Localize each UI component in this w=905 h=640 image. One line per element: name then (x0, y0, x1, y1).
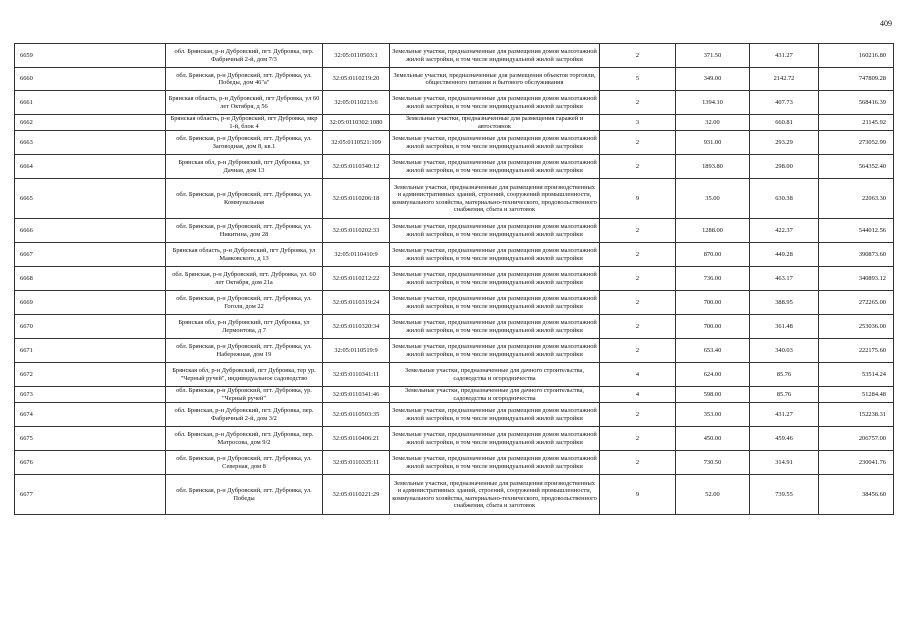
area-cell: 624.00 (676, 363, 750, 387)
row-number: 6662 (15, 115, 166, 131)
use-group-cell: 2 (600, 155, 676, 179)
area-cell: 1394.10 (676, 91, 750, 115)
area-cell: 730.50 (676, 451, 750, 475)
specific-value-cell: 422.37 (750, 219, 819, 243)
land-use-cell: Земельные участки, предназначенные для размещения гаражей и автостоянок (390, 115, 600, 131)
specific-value-cell: 449.28 (750, 243, 819, 267)
table-body (15, 44, 894, 515)
table-row (15, 68, 894, 91)
cadastral-value-cell: 160216.80 (819, 44, 894, 68)
land-use-cell: Земельные участки, предназначенные для размещения производственных и административных зданий, строений, сооружений промышленности, коммунального хозяйства, материально-технического, продовольственного снабжения, сбыта и заготовок (390, 179, 600, 219)
address-cell: Брянская обл, р-н Дубровский, пгт Дубровка, ул Дачная, дом 13 (166, 155, 323, 179)
row-number: 6675 (15, 427, 166, 451)
use-group-cell: 2 (600, 267, 676, 291)
specific-value-cell: 407.73 (750, 91, 819, 115)
address-cell: обл. Брянская, р-н Дубровский, пгт. Дубровка, пер. Матросова, дом 9/2 (166, 427, 323, 451)
use-group-cell: 2 (600, 91, 676, 115)
specific-value-cell: 2142.72 (750, 68, 819, 91)
row-number: 6674 (15, 403, 166, 427)
cadastral-number-cell: 32:05:0110335:11 (323, 451, 390, 475)
area-cell: 450.00 (676, 427, 750, 451)
row-number: 6676 (15, 451, 166, 475)
use-group-cell: 9 (600, 475, 676, 515)
use-group-cell: 2 (600, 403, 676, 427)
row-number: 6673 (15, 387, 166, 403)
specific-value-cell: 340.03 (750, 339, 819, 363)
cadastral-value-cell: 272265.00 (819, 291, 894, 315)
row-number: 6669 (15, 291, 166, 315)
specific-value-cell: 459.46 (750, 427, 819, 451)
row-number: 6667 (15, 243, 166, 267)
land-use-cell: Земельные участки, предназначенные для размещения домов малоэтажной жилой застройки, в том числе индивидуальной жилой застройки (390, 427, 600, 451)
specific-value-cell: 314.91 (750, 451, 819, 475)
use-group-cell: 2 (600, 339, 676, 363)
cadastral-value-cell: 568416.39 (819, 91, 894, 115)
table-row (15, 339, 894, 363)
use-group-cell: 2 (600, 131, 676, 155)
table-row (15, 219, 894, 243)
cadastral-number-cell: 32:05:0110521:109 (323, 131, 390, 155)
specific-value-cell: 298.00 (750, 155, 819, 179)
cadastral-value-cell: 21145.92 (819, 115, 894, 131)
table-row (15, 44, 894, 68)
address-cell: обл. Брянская, р-н Дубровский, пгт. Дубровка, ур. "Черный ручей" (166, 387, 323, 403)
cadastral-number-cell: 32:05:0110202:33 (323, 219, 390, 243)
cadastral-value-cell: 273052.99 (819, 131, 894, 155)
land-use-cell: Земельные участки, предназначенные для дачного строительства, садоводства и огородничества (390, 387, 600, 403)
row-number: 6670 (15, 315, 166, 339)
specific-value-cell: 431.27 (750, 403, 819, 427)
specific-value-cell: 85.76 (750, 363, 819, 387)
cadastral-value-cell: 206757.00 (819, 427, 894, 451)
table-row (15, 451, 894, 475)
address-cell: обл. Брянская, р-н Дубровский, пгт. Дубровка, ул. Заговодная, дом 8, кв.1 (166, 131, 323, 155)
table-row (15, 91, 894, 115)
cadastral-number-cell: 32:05:0110219:20 (323, 68, 390, 91)
use-group-cell: 3 (600, 115, 676, 131)
cadastral-value-cell: 544012.56 (819, 219, 894, 243)
specific-value-cell: 630.38 (750, 179, 819, 219)
address-cell: Брянская область, р-н Дубровский, пгт Дубровка, ул Маяковского, д 13 (166, 243, 323, 267)
cadastral-value-cell: 747809.28 (819, 68, 894, 91)
cadastral-number-cell: 32:05:0110503:35 (323, 403, 390, 427)
address-cell: обл. Брянская, р-н Дубровский, пгт. Дубровка, ул. Никитина, дом 28 (166, 219, 323, 243)
cadastral-value-cell: 564352.40 (819, 155, 894, 179)
land-use-cell: Земельные участки, предназначенные для размещения производственных и административных зданий, строений, сооружений промышленности, коммунального хозяйства, материально-технического, продовольственного снабжения, сбыта и заготовок (390, 475, 600, 515)
land-use-cell: Земельные участки, предназначенные для размещения домов малоэтажной жилой застройки, в том числе индивидуальной жилой застройки (390, 451, 600, 475)
address-cell: обл. Брянская, р-н Дубровский, пгт. Дубровка, ул. Победы (166, 475, 323, 515)
land-use-cell: Земельные участки, предназначенные для размещения домов малоэтажной жилой застройки, в том числе индивидуальной жилой застройки (390, 403, 600, 427)
cadastral-value-cell: 340893.12 (819, 267, 894, 291)
cadastral-number-cell: 32:05:0110410:9 (323, 243, 390, 267)
address-cell: обл. Брянская, р-н Дубровский, пгт. Дубровка, ул. Победы, дом 46"а" (166, 68, 323, 91)
address-cell: обл. Брянская, р-н Дубровский, пгт. Дубровка, ул. 60 лет Октября, дом 21а (166, 267, 323, 291)
row-number: 6672 (15, 363, 166, 387)
address-cell: Брянская область, р-н Дубровский, пгт Дубровка, мкр 1-й, блок 4 (166, 115, 323, 131)
row-number: 6666 (15, 219, 166, 243)
specific-value-cell: 431.27 (750, 44, 819, 68)
cadastral-value-cell: 222175.60 (819, 339, 894, 363)
cadastral-value-cell: 253036.00 (819, 315, 894, 339)
table-row (15, 403, 894, 427)
address-cell: обл. Брянская, р-н Дубровский, пгт. Дубровка, ул. Набережная, дом 19 (166, 339, 323, 363)
cadastral-value-cell: 390873.60 (819, 243, 894, 267)
address-cell: Брянская обл, р-н Дубровский, пгт Дубровка, ул Лермонтова, д 7 (166, 315, 323, 339)
cadastral-number-cell: 32:05:0110302:1080 (323, 115, 390, 131)
row-number: 6663 (15, 131, 166, 155)
row-number: 6660 (15, 68, 166, 91)
row-number: 6671 (15, 339, 166, 363)
area-cell: 1893.80 (676, 155, 750, 179)
land-use-cell: Земельные участки, предназначенные для размещения домов малоэтажной жилой застройки, в том числе индивидуальной жилой застройки (390, 267, 600, 291)
land-use-cell: Земельные участки, предназначенные для размещения домов малоэтажной жилой застройки, в том числе индивидуальной жилой застройки (390, 91, 600, 115)
address-cell: обл. Брянская, р-н Дубровский, пгт. Дубровка, ул. Северная, дом 8 (166, 451, 323, 475)
cadastral-number-cell: 32:05:0110503:1 (323, 44, 390, 68)
table-row (15, 131, 894, 155)
cadastral-number-cell: 32:05:0110341:46 (323, 387, 390, 403)
cadastral-value-cell: 22063.30 (819, 179, 894, 219)
cadastral-number-cell: 32:05:0110221:29 (323, 475, 390, 515)
specific-value-cell: 660.81 (750, 115, 819, 131)
area-cell: 35.00 (676, 179, 750, 219)
land-use-cell: Земельные участки, предназначенные для размещения домов малоэтажной жилой застройки, в том числе индивидуальной жилой застройки (390, 315, 600, 339)
land-use-cell: Земельные участки, предназначенные для размещения домов малоэтажной жилой застройки, в том числе индивидуальной жилой застройки (390, 339, 600, 363)
area-cell: 349.00 (676, 68, 750, 91)
table-row (15, 315, 894, 339)
row-number: 6665 (15, 179, 166, 219)
address-cell: обл. Брянская, р-н Дубровский, пгт. Дубровка, ул. Гоголя, дом 22 (166, 291, 323, 315)
cadastral-value-cell: 38456.60 (819, 475, 894, 515)
area-cell: 700.00 (676, 291, 750, 315)
cadastral-number-cell: 32:05:0110341:11 (323, 363, 390, 387)
area-cell: 1288.00 (676, 219, 750, 243)
row-number: 6668 (15, 267, 166, 291)
table-row (15, 363, 894, 387)
row-number: 6677 (15, 475, 166, 515)
specific-value-cell: 85.76 (750, 387, 819, 403)
address-cell: Брянская область, р-н Дубровский, пгт Дубровка, ул 60 лет Октября, д 56 (166, 91, 323, 115)
table-row (15, 387, 894, 403)
address-cell: обл. Брянская, р-н Дубровский, пгт. Дубровка, пер. Фабричный 2-й, дом 7/3 (166, 44, 323, 68)
land-use-cell: Земельные участки, предназначенные для размещения объектов торговли, общественного питания и бытового обслуживания (390, 68, 600, 91)
use-group-cell: 2 (600, 243, 676, 267)
area-cell: 931.00 (676, 131, 750, 155)
cadastral-number-cell: 32:05:0110320:34 (323, 315, 390, 339)
land-use-cell: Земельные участки, предназначенные для дачного строительства, садоводства и огородничества (390, 363, 600, 387)
cadastral-number-cell: 32:05:0110519:9 (323, 339, 390, 363)
area-cell: 353.00 (676, 403, 750, 427)
table-row (15, 243, 894, 267)
table-row (15, 179, 894, 219)
specific-value-cell: 293.29 (750, 131, 819, 155)
land-use-cell: Земельные участки, предназначенные для размещения домов малоэтажной жилой застройки, в том числе индивидуальной жилой застройки (390, 44, 600, 68)
area-cell: 870.00 (676, 243, 750, 267)
area-cell: 653.40 (676, 339, 750, 363)
cadastral-value-cell: 53514.24 (819, 363, 894, 387)
page-number: 409 (880, 19, 892, 28)
cadastral-number-cell: 32:05:0110319:24 (323, 291, 390, 315)
table-row (15, 291, 894, 315)
use-group-cell: 2 (600, 291, 676, 315)
cadastral-number-cell: 32:05:0110340:12 (323, 155, 390, 179)
row-number: 6664 (15, 155, 166, 179)
use-group-cell: 2 (600, 219, 676, 243)
use-group-cell: 4 (600, 387, 676, 403)
cadastral-number-cell: 32:05:0110212:22 (323, 267, 390, 291)
table-row (15, 475, 894, 515)
use-group-cell: 9 (600, 179, 676, 219)
area-cell: 598.00 (676, 387, 750, 403)
area-cell: 371.50 (676, 44, 750, 68)
table-row (15, 267, 894, 291)
cadastral-number-cell: 32:05:0110406:21 (323, 427, 390, 451)
address-cell: обл. Брянская, р-н Дубровский, пгт. Дубровка, ул. Коммунальная (166, 179, 323, 219)
land-use-cell: Земельные участки, предназначенные для размещения домов малоэтажной жилой застройки, в том числе индивидуальной жилой застройки (390, 219, 600, 243)
land-use-cell: Земельные участки, предназначенные для размещения домов малоэтажной жилой застройки, в том числе индивидуальной жилой застройки (390, 155, 600, 179)
cadastral-value-table (14, 43, 894, 515)
use-group-cell: 4 (600, 363, 676, 387)
table-row (15, 115, 894, 131)
use-group-cell: 2 (600, 315, 676, 339)
cadastral-number-cell: 32:05:0110206:18 (323, 179, 390, 219)
cadastral-value-cell: 51284.48 (819, 387, 894, 403)
land-use-cell: Земельные участки, предназначенные для размещения домов малоэтажной жилой застройки, в том числе индивидуальной жилой застройки (390, 131, 600, 155)
cadastral-value-cell: 230041.76 (819, 451, 894, 475)
table-row (15, 427, 894, 451)
specific-value-cell: 463.17 (750, 267, 819, 291)
row-number: 6659 (15, 44, 166, 68)
cadastral-number-cell: 32:05:0110213:6 (323, 91, 390, 115)
use-group-cell: 5 (600, 68, 676, 91)
row-number: 6661 (15, 91, 166, 115)
address-cell: Брянская обл, р-н Дубровский, пгт Дубровка, тер ур. "Черный ручей", индивидуальное садоводство (166, 363, 323, 387)
area-cell: 700.00 (676, 315, 750, 339)
use-group-cell: 2 (600, 44, 676, 68)
use-group-cell: 2 (600, 451, 676, 475)
area-cell: 736.00 (676, 267, 750, 291)
land-use-cell: Земельные участки, предназначенные для размещения домов малоэтажной жилой застройки, в том числе индивидуальной жилой застройки (390, 291, 600, 315)
area-cell: 32.00 (676, 115, 750, 131)
area-cell: 52.00 (676, 475, 750, 515)
use-group-cell: 2 (600, 427, 676, 451)
specific-value-cell: 388.95 (750, 291, 819, 315)
table-row (15, 155, 894, 179)
land-use-cell: Земельные участки, предназначенные для размещения домов малоэтажной жилой застройки, в том числе индивидуальной жилой застройки (390, 243, 600, 267)
specific-value-cell: 361.48 (750, 315, 819, 339)
specific-value-cell: 739.55 (750, 475, 819, 515)
address-cell: обл. Брянская, р-н Дубровский, пгт. Дубровка, пер. Фабричный 2-й, дом 3/2 (166, 403, 323, 427)
cadastral-value-cell: 152238.31 (819, 403, 894, 427)
